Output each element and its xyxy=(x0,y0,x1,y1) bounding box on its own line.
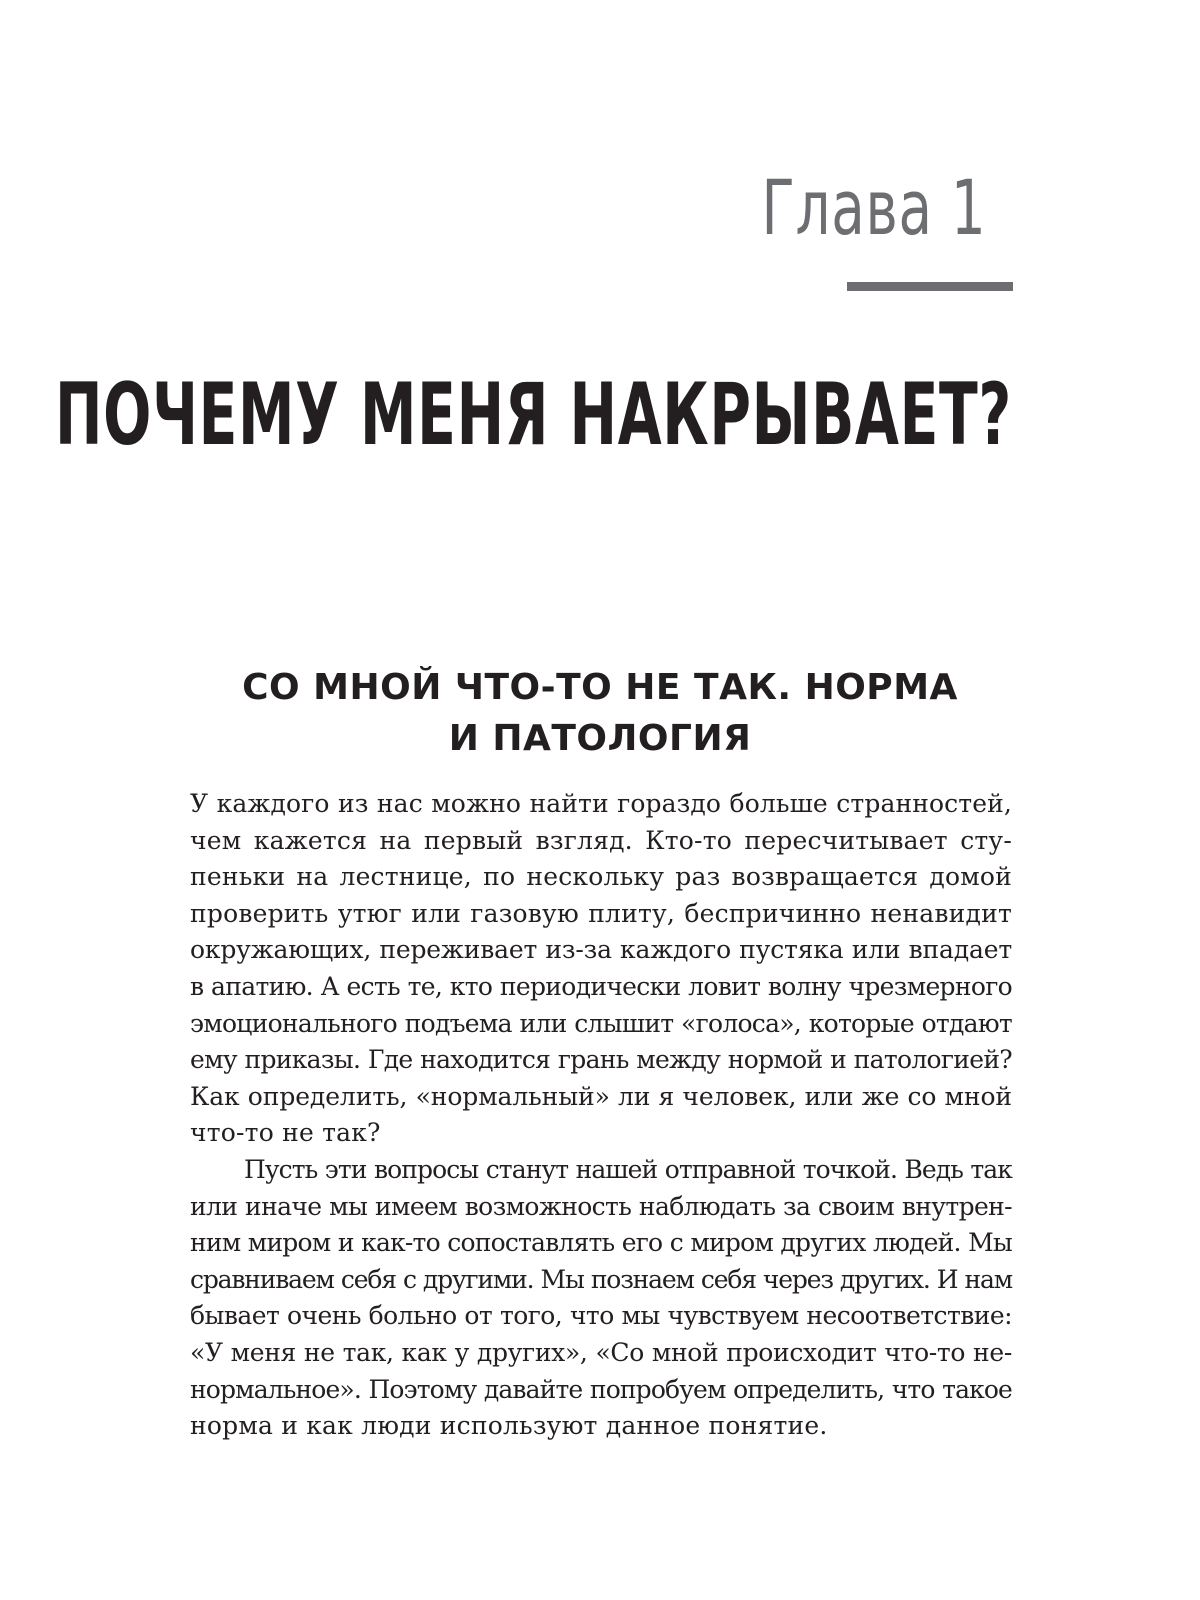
paragraph-line: эмоционального подъема или слышит «голоса», которые отдают xyxy=(190,1008,1012,1038)
paragraph-line: ему приказы. Где находится грань между нормой и патологией? xyxy=(190,1045,1012,1075)
paragraph-line: норма и как люди используют данное понятие. xyxy=(190,1411,828,1441)
paragraph-line: проверить утюг или газовую плиту, беспричинно ненавидит xyxy=(190,898,1012,928)
paragraph-line: Как определить, «нормальный» ли я человек, или же со мной xyxy=(190,1081,1012,1111)
paragraph-line: У каждого из нас можно найти гораздо больше странностей, xyxy=(190,789,1012,818)
paragraph-line: чем кажется на первый взгляд. Кто-то пересчитывает сту- xyxy=(190,825,1012,855)
paragraph-line: или иначе мы имеем возможность наблюдать за своим внутрен- xyxy=(190,1191,1012,1221)
paragraph-line: что-то не так? xyxy=(190,1118,381,1148)
chapter-label: Глава 1 xyxy=(761,163,986,252)
paragraph-line: «У меня не так, как у других», «Со мной происходит что-то не- xyxy=(190,1337,1012,1367)
paragraph-line: бывает очень больно от того, что мы чувствуем несоответствие: xyxy=(190,1301,1012,1331)
paragraph-line: Пусть эти вопросы станут нашей отправной точкой. Ведь так xyxy=(244,1154,1012,1184)
paragraph-line: в апатию. А есть те, кто периодически ловит волну чрезмерного xyxy=(190,971,1012,1001)
paragraph-1 xyxy=(190,786,1012,1152)
paragraph-line: окружающих, переживает из-за каждого пустяка или впадает xyxy=(190,935,1012,965)
paragraph-line: ним миром и как-то сопоставлять его с миром других людей. Мы xyxy=(190,1228,1012,1258)
body-text xyxy=(190,786,1012,1445)
paragraph-line: нормальное». Поэтому давайте попробуем определить, что такое xyxy=(190,1374,1012,1404)
section-heading-line-1: СО МНОЙ ЧТО-ТО НЕ ТАК. НОРМА xyxy=(242,667,958,708)
chapter-rule xyxy=(847,282,1013,291)
paragraph-2 xyxy=(190,1152,1012,1445)
section-heading-line-2: И ПАТОЛОГИЯ xyxy=(448,718,752,759)
section-heading xyxy=(190,662,1010,764)
paragraph-line: сравниваем себя с другими. Мы познаем себя через других. И нам xyxy=(190,1264,1012,1294)
chapter-title: ПОЧЕМУ МЕНЯ НАКРЫВАЕТ? xyxy=(54,365,1012,465)
paragraph-line: пеньки на лестнице, по нескольку раз возвращается домой xyxy=(190,862,1012,892)
